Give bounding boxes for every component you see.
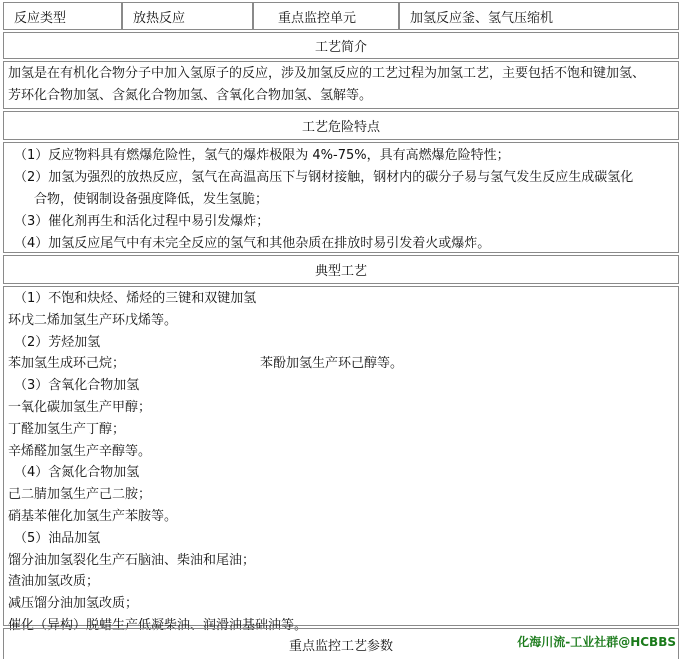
hazards-body-row — [3, 142, 679, 253]
typical-line: （5）油品加氢 — [14, 530, 101, 546]
typical-line: （1）不饱和炔烃、烯烃的三键和双键加氢 — [14, 291, 257, 306]
params-title: 重点监控工艺参数 — [3, 628, 679, 659]
typical-line: 苯加氢生成环己烷； — [8, 356, 126, 372]
header-cell-reaction-type — [3, 2, 122, 30]
header-cell-reaction-value — [122, 2, 253, 30]
hazards-title: 工艺危险特点 — [3, 111, 679, 140]
watermark-text: 化海川流-工业社群@HCBBS — [517, 635, 676, 649]
header-cell-monitor-value — [399, 2, 679, 30]
hazards-body — [3, 142, 679, 253]
intro-title: 工艺简介 — [3, 32, 679, 59]
typical-line: （4）含氮化合物加氢 — [14, 465, 140, 481]
typical-line: （2）芳烃加氢 — [14, 334, 101, 350]
hazard-item: （3）催化剂再生和活化过程中易引发爆炸； — [14, 214, 270, 229]
intro-title-row — [3, 32, 679, 59]
typical-line: 一氧化碳加氢生产甲醇； — [8, 399, 152, 415]
typical-title-row — [3, 255, 679, 284]
hazards-title-row — [3, 111, 679, 140]
typical-line: 苯酚加氢生产环己醇等。 — [260, 356, 404, 372]
intro-body — [3, 61, 679, 109]
typical-line-pair — [8, 353, 674, 375]
intro-line-2: 芳环化合物加氢、含氮化合物加氢、含氧化合物加氢、氢解等。 — [8, 88, 373, 103]
header-monitor-unit-label: 重点监控单元 — [278, 10, 357, 26]
typical-body — [3, 286, 679, 633]
typical-line: 己二腈加氢生产己二胺； — [8, 487, 152, 503]
typical-line: 丁醛加氢生产丁醇； — [8, 421, 126, 437]
typical-line: 渣油加氢改质； — [8, 574, 100, 590]
typical-line: 馏分油加氢裂化生产石脑油、柴油和尾油； — [8, 552, 256, 568]
typical-line: 环戊二烯加氢生产环戊烯等。 — [8, 312, 178, 328]
header-monitor-unit-value: 加氢反应釜、氢气压缩机 — [410, 10, 554, 26]
intro-body-row — [3, 61, 679, 109]
header-reaction-value: 放热反应 — [133, 10, 186, 26]
typical-line: （3）含氧化合物加氢 — [14, 378, 140, 394]
typical-line: 辛烯醛加氢生产辛醇等。 — [8, 443, 152, 459]
hazard-item: （1）反应物料具有燃爆危险性，氢气的爆炸极限为 4%-75%，具有高燃爆危险特性； — [14, 148, 510, 163]
typical-title: 典型工艺 — [3, 255, 679, 284]
typical-line: 硝基苯催化加氢生产苯胺等。 — [8, 508, 178, 524]
hazard-item: 合物，使钢制设备强度降低，发生氢脆； — [34, 192, 269, 207]
typical-body-row — [3, 286, 679, 633]
hazard-item: （4）加氢反应尾气中有未完全反应的氢气和其他杂质在排放时易引发着火或爆炸。 — [14, 236, 491, 251]
header-row — [3, 2, 679, 30]
header-reaction-type-label: 反应类型 — [14, 10, 67, 26]
typical-line: 减压馏分油加氢改质； — [8, 596, 139, 612]
typical-line: 催化（异构）脱蜡生产低凝柴油、润滑油基础油等。 — [8, 617, 308, 633]
header-cell-monitor-unit — [253, 2, 399, 30]
hazard-item: （2）加氢为强烈的放热反应，氢气在高温高压下与钢材接触，钢材内的碳分子易与氢气发生反应生成碳氢化 — [14, 170, 634, 185]
intro-line-1: 加氢是在有机化合物分子中加入氢原子的反应，涉及加氢反应的工艺过程为加氢工艺，主要包括不饱和键加氢、 — [8, 66, 646, 81]
